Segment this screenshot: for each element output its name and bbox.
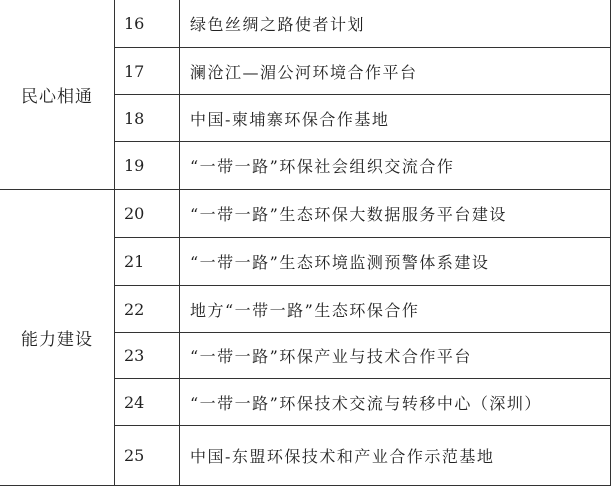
project-name: “一带一路”生态环保大数据服务平台建设: [190, 205, 507, 224]
row-number: 25: [124, 446, 145, 465]
category-cell: [0, 190, 114, 485]
row-number: 23: [124, 346, 145, 365]
project-name: 澜沧江—湄公河环境合作平台: [190, 62, 418, 82]
project-name: “一带一路”环保社会组织交流合作: [190, 157, 455, 176]
category-label: 能力建设: [21, 330, 93, 350]
row-number: 18: [124, 108, 145, 128]
row-number: 20: [124, 204, 145, 223]
category-cell: [0, 0, 114, 189]
project-name: 地方“一带一路”生态环保合作: [190, 300, 420, 320]
divider: [0, 485, 611, 486]
category-label: 民心相通: [21, 87, 93, 107]
row-number: 19: [124, 156, 145, 175]
project-name: 中国-柬埔寨环保合作基地: [190, 109, 390, 129]
row-number: 24: [124, 392, 145, 412]
project-name: “一带一路”环保产业与技术合作平台: [190, 347, 472, 366]
project-name: “一带一路”生态环境监测预警体系建设: [190, 253, 490, 272]
project-name: 绿色丝绸之路使者计划: [190, 15, 366, 34]
row-number: 21: [124, 252, 145, 271]
divider: [610, 0, 611, 486]
project-name: “一带一路”环保技术交流与转移中心（深圳）: [190, 393, 542, 413]
row-number: 16: [124, 14, 145, 33]
row-number: 22: [124, 299, 145, 319]
row-number: 17: [124, 61, 145, 81]
project-name: 中国-东盟环保技术和产业合作示范基地: [190, 447, 495, 466]
